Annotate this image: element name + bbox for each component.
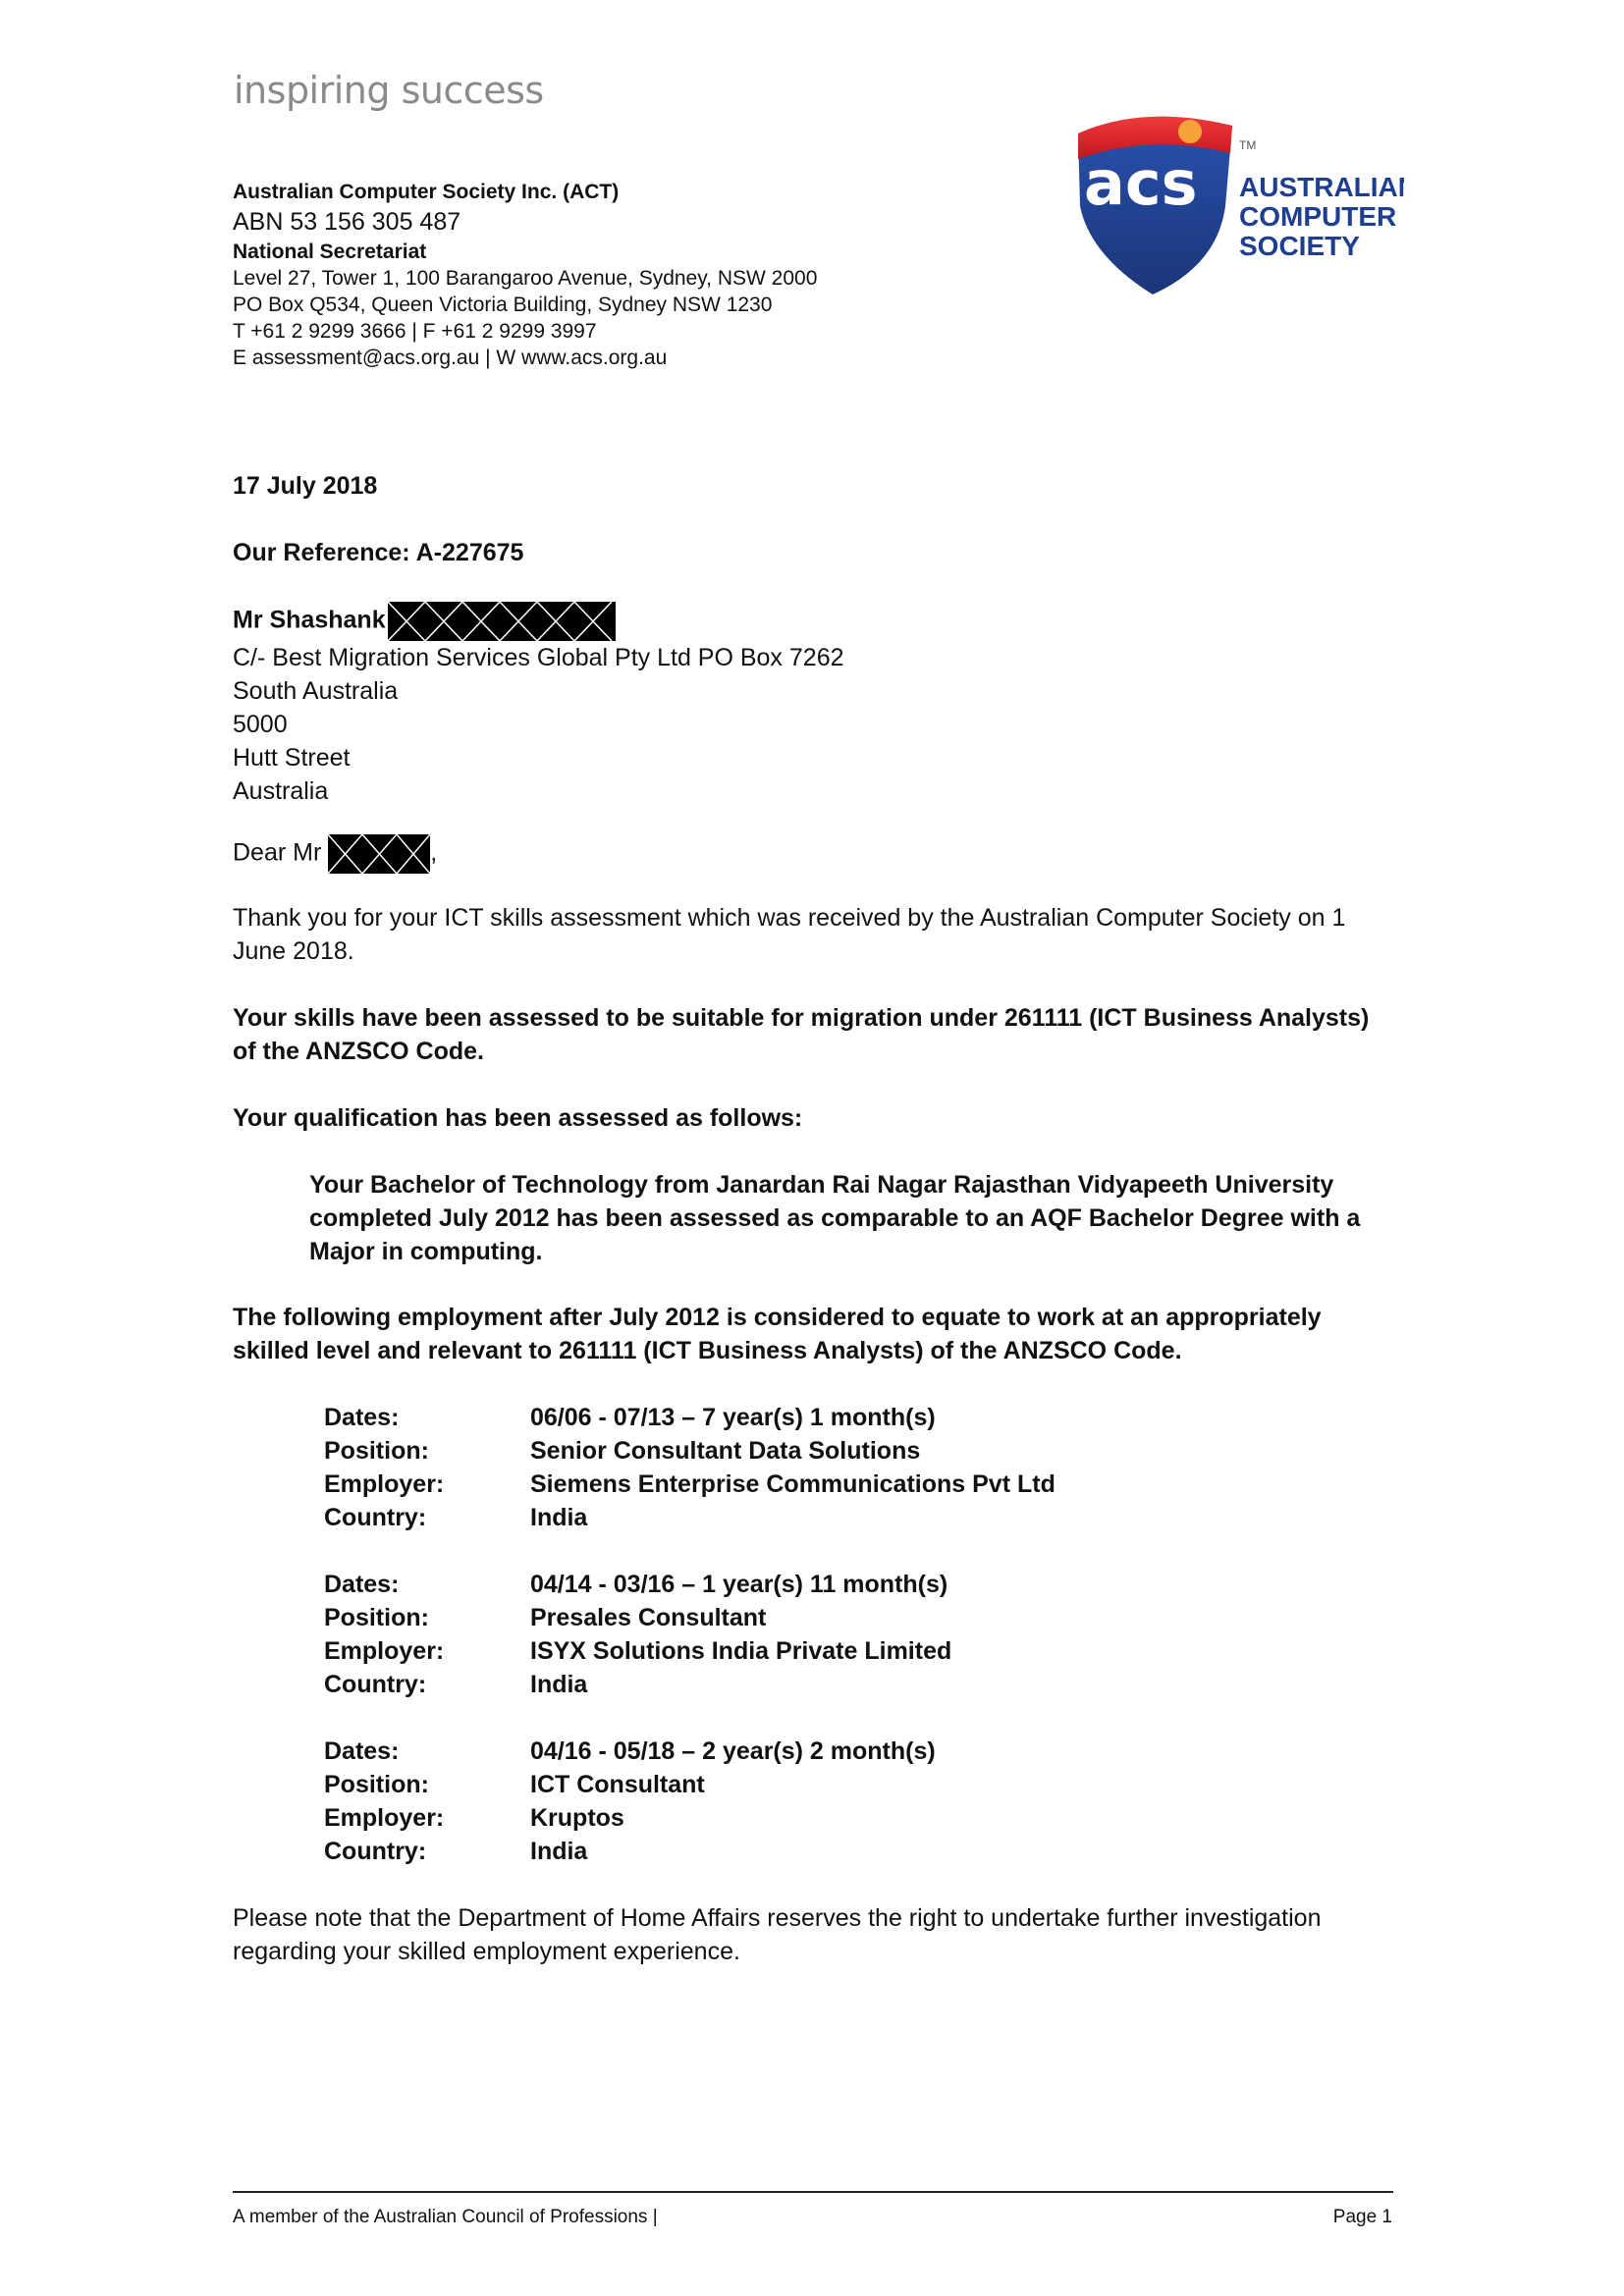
employment-dates: 04/14 - 03/16 – 1 year(s) 11 month(s) [530,1571,948,1598]
redaction-mark [328,834,430,874]
employment-country: India [530,1504,588,1531]
employment-employer: ISYX Solutions India Private Limited [530,1637,952,1665]
employment-dates: 06/06 - 07/13 – 7 year(s) 1 month(s) [530,1404,936,1431]
footer-membership: A member of the Australian Council of Professions | [233,2207,658,2227]
logo-line-3: SOCIETY [1239,231,1360,261]
paragraph-disclaimer: Please note that the Department of Home Affairs reserves the right to undertake further investigation regarding your skilled employment experience. [233,1904,1322,1965]
org-secretariat: National Secretariat [233,240,427,263]
org-abn: ABN 53 156 305 487 [233,208,461,236]
country-label: Country: [324,1504,427,1531]
paragraph-qualification-intro: Your qualification has been assessed as follows: [233,1104,803,1132]
org-address-2: PO Box Q534, Queen Victoria Building, Sydney NSW 1230 [233,294,773,316]
paragraph-assessment-result: Your skills have been assessed to be suitable for migration under 261111 (ICT Business Analysts) of the ANZSCO Code. [233,1004,1370,1065]
tagline: inspiring success [234,69,544,112]
logo-tm: TM [1239,138,1257,152]
letter-date: 17 July 2018 [233,472,378,500]
logo-line-1: AUSTRALIAN [1239,172,1404,202]
employment-position: Presales Consultant [530,1604,767,1631]
recipient-line: 5000 [233,711,288,738]
dates-label: Dates: [324,1737,400,1765]
salutation-comma: , [430,838,438,867]
employment-position: ICT Consultant [530,1771,705,1798]
country-label: Country: [324,1838,427,1865]
redaction-cross-pattern [388,602,616,641]
recipient-block [233,602,1391,808]
qualification-statement: Your Bachelor of Technology from Janardan Rai Nagar Rajasthan Vidyapeeth University completed July 2012 has been assessed as comparable to an AQF Bachelor Degree with a Major in computing. [309,1171,1361,1265]
recipient-line: Hutt Street [233,744,351,772]
org-address-1: Level 27, Tower 1, 100 Barangaroo Avenue, Sydney, NSW 2000 [233,267,818,290]
page-number: Page 1 [1332,2207,1392,2227]
logo-mark: acs [1084,147,1198,219]
employment-position: Senior Consultant Data Solutions [530,1437,921,1465]
org-contact: E assessment@acs.org.au | W www.acs.org.au [233,347,668,369]
dates-label: Dates: [324,1404,400,1431]
redaction-cross-pattern [328,834,430,874]
acs-shield-icon [1070,108,1404,304]
employment-entry [324,1735,936,1868]
employer-label: Employer: [324,1470,445,1498]
employment-dates: 04/16 - 05/18 – 2 year(s) 2 month(s) [530,1737,936,1765]
employment-entry [324,1568,951,1701]
country-label: Country: [324,1671,427,1698]
position-label: Position: [324,1437,429,1465]
recipient-name: Mr Shashank [233,606,386,634]
employment-employer: Siemens Enterprise Communications Pvt Ltd [530,1470,1056,1498]
redaction-mark [388,602,616,641]
paragraph-receipt: Thank you for your ICT skills assessment which was received by the Australian Computer Society on 1 June 2018. [233,904,1346,965]
salutation [233,834,1391,874]
employment-country: India [530,1838,588,1865]
paragraph-employment-intro: The following employment after July 2012 is considered to equate to work at an appropriately skilled level and relevant to 261111 (ICT Business Analysts) of the ANZSCO Code. [233,1304,1322,1364]
salutation-text: Dear Mr [233,838,322,867]
recipient-line: Australia [233,777,329,805]
employment-country: India [530,1671,588,1698]
employment-entry [324,1401,1056,1534]
org-phone: T +61 2 9299 3666 | F +61 2 9299 3997 [233,320,597,343]
logo-line-2: COMPUTER [1239,201,1397,232]
letter-reference: Our Reference: A-227675 [233,539,524,566]
acs-logo [1070,108,1404,309]
position-label: Position: [324,1771,429,1798]
employer-label: Employer: [324,1804,445,1832]
org-name: Australian Computer Society Inc. (ACT) [233,181,620,203]
employer-label: Employer: [324,1637,445,1665]
employment-employer: Kruptos [530,1804,624,1832]
footer-divider [233,2191,1393,2193]
dates-label: Dates: [324,1571,400,1598]
recipient-line: C/- Best Migration Services Global Pty Ltd PO Box 7262 [233,644,844,671]
recipient-line: South Australia [233,677,399,705]
position-label: Position: [324,1604,429,1631]
letterhead-address [233,179,817,371]
